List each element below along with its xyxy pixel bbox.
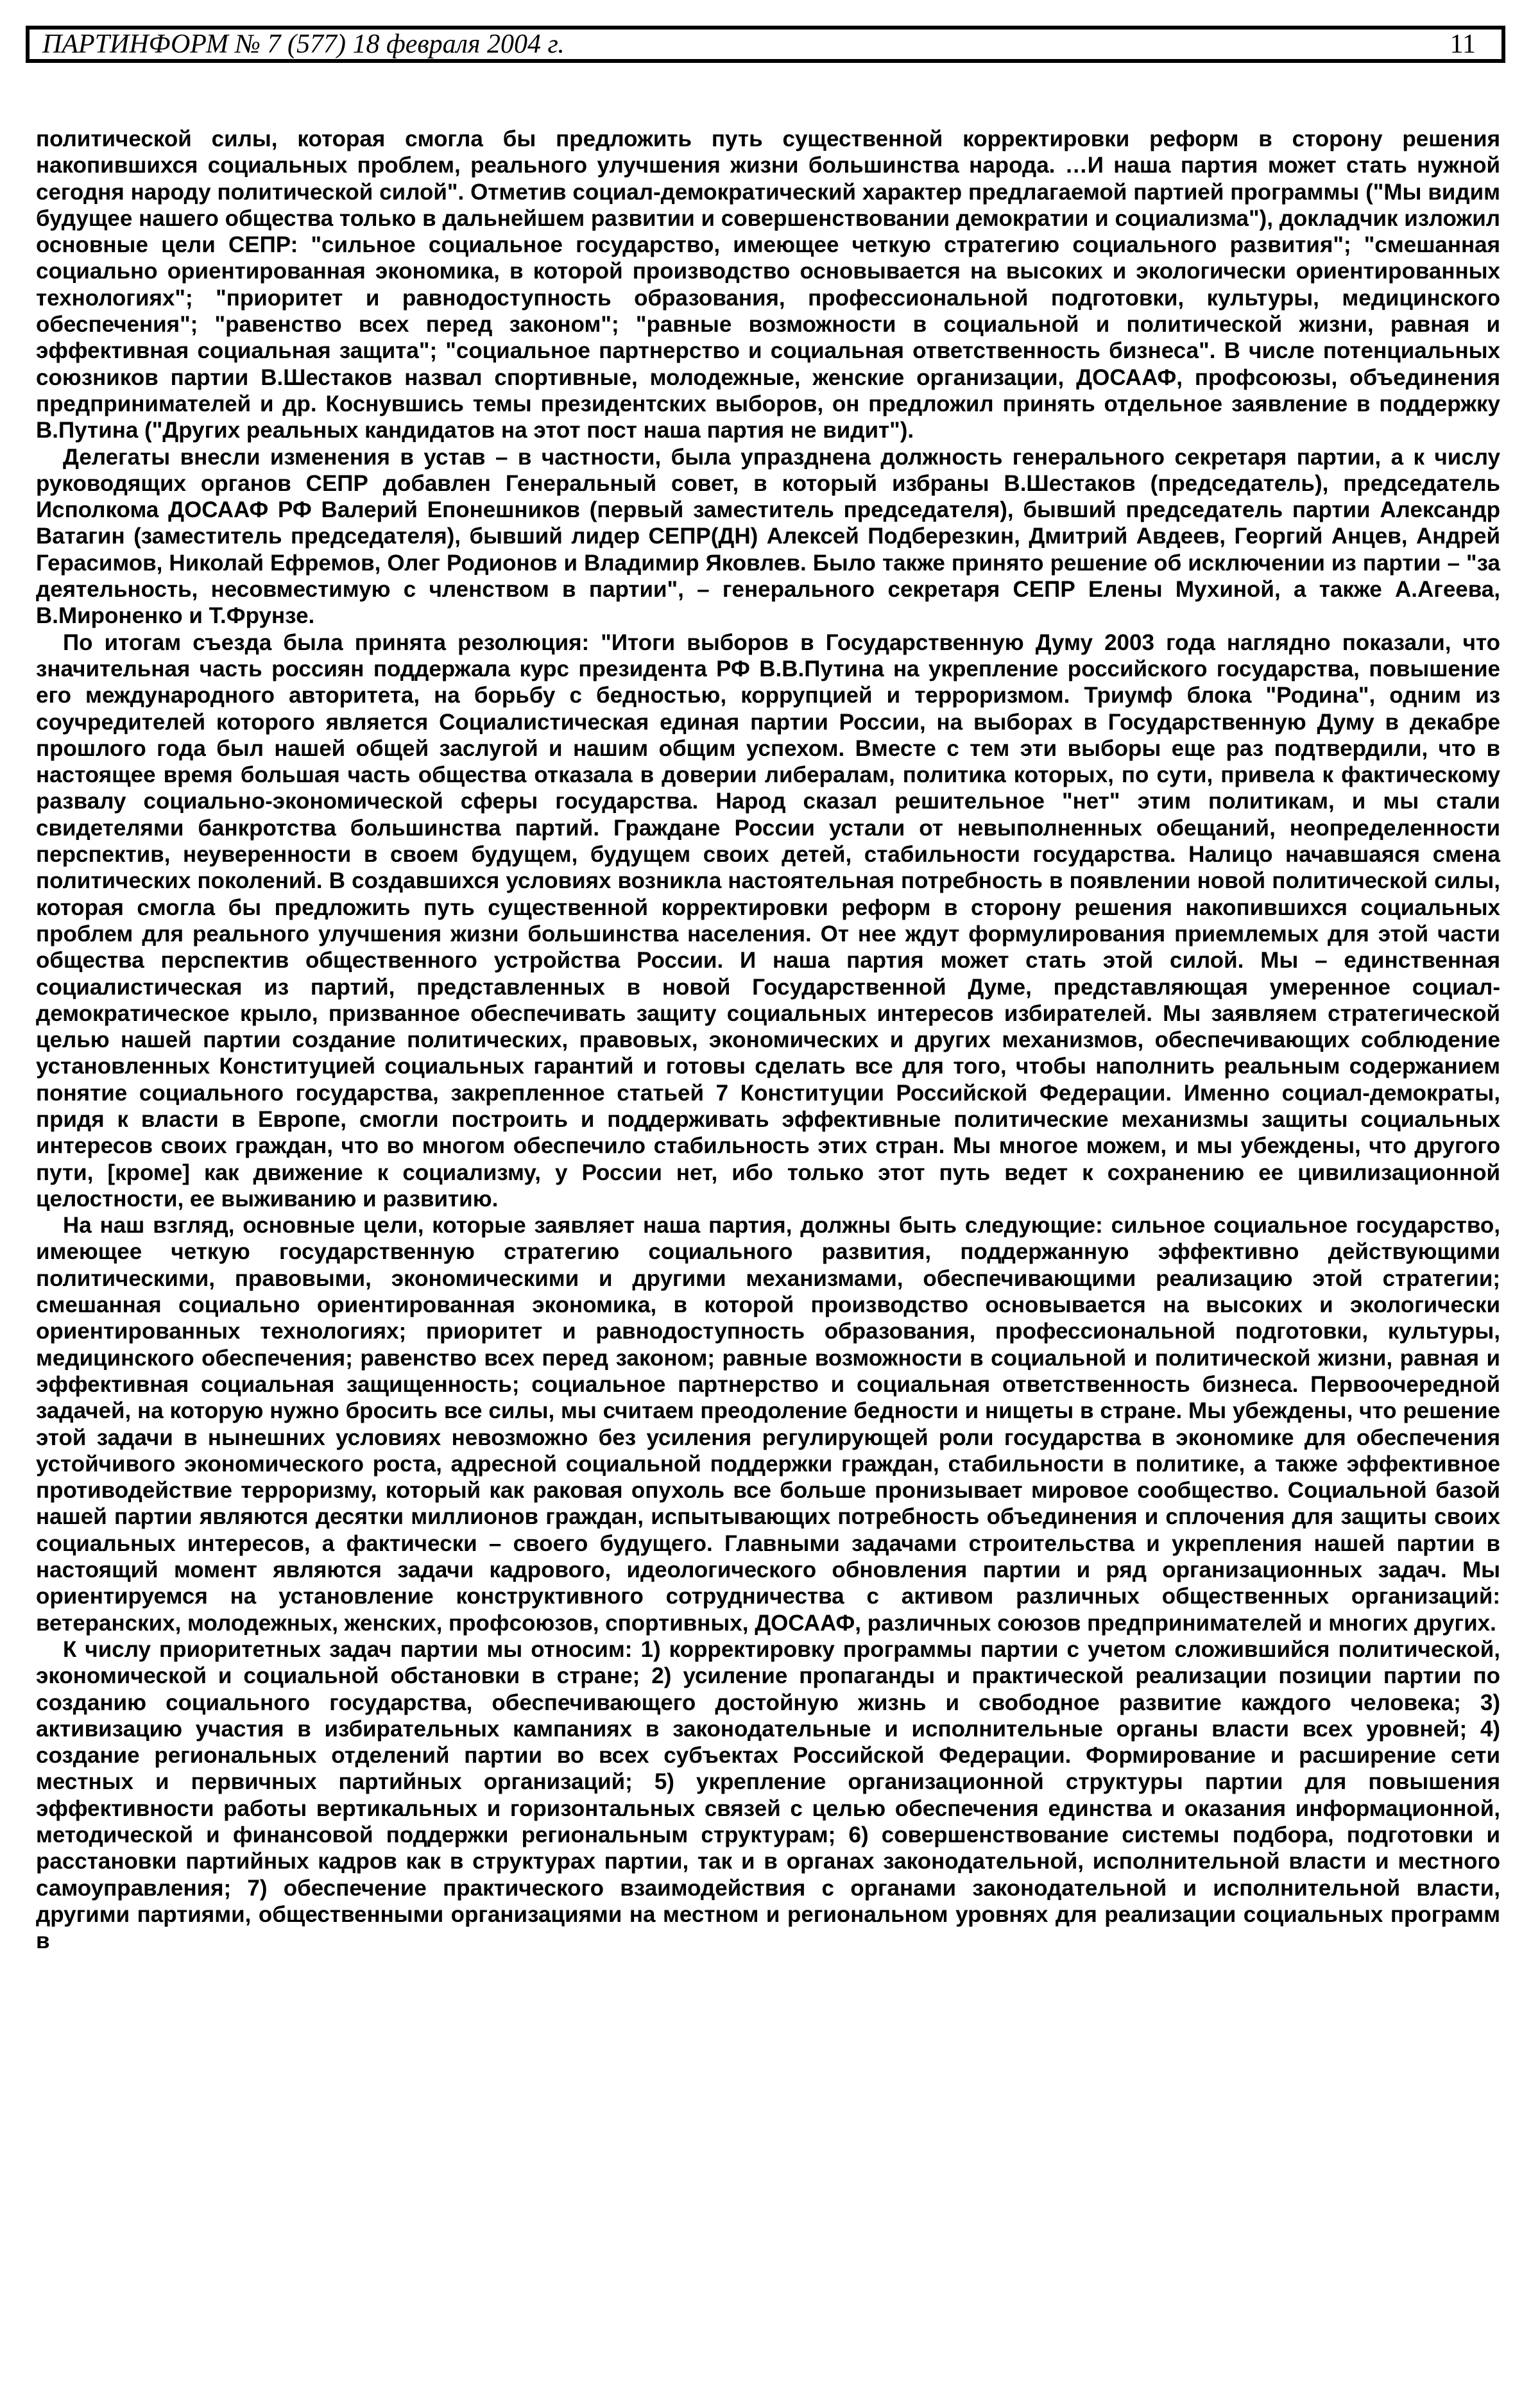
page-number: 11: [1450, 30, 1476, 59]
paragraph: По итогам съезда была принята резолюция: "Итоги выборов в Государственную Думу 2003 года наглядно показали, что значительная часть россиян поддержала курс президента РФ В.В.Путина на укрепление российского государства, повышение его международного авторитета, на борьбу с бедностью, коррупцией и терроризмом. Триумф блока "Родина", одним из соучредителей которого является Социалистическая единая партии России, на выборах в Государственную Думу в декабре прошлого года был нашей общей заслугой и нашим общим успехом. Вместе с тем эти выборы еще раз подтвердили, что в настоящее время большая часть общества отказала в доверии либералам, политика которых, по сути, привела к фактическому развалу социально-экономической сферы государства. Народ сказал решительное "нет" этим политикам, и мы стали свидетелями банкротства большинства партий. Граждане России устали от невыполненных обещаний, неопределенности перспектив, неуверенности в своем будущем, будущем своих детей, стабильности государства. Налицо начавшаяся смена политических поколений. В создавшихся условиях возникла настоятельная потребность в появлении новой политической силы, которая смогла бы предложить путь существенной корректировки реформ в сторону решения накопившихся социальных проблем для реального улучшения жизни большинства населения. От нее ждут формулирования приемлемых для этой части общества перспектив общественного устройства России. И наша партия может стать этой силой. Мы – единственная социалистическая из партий, представленных в новой Государственной Думе, представляющая умеренное социал-демократическое крыло, призванное обеспечивать защиту социальных интересов избирателей. Мы заявляем стратегической целью нашей партии создание политических, правовых, экономических и других механизмов, обеспечивающих соблюдение установленных Конституцией социальных гарантий и готовы сделать все для того, чтобы наполнить реальным содержанием понятие социального государства, закрепленное статьей 7 Конституции Российской Федерации. Именно социал-демократы, придя к власти в Европе, смогли построить и поддерживать эффективные политические механизмы защиты социальных интересов своих граждан, что во многом обеспечило стабильность этих стран. Мы многое можем, и мы убеждены, что другого пути, [кроме] как движение к социализму, у России нет, ибо только этот путь ведет к сохранению ее цивилизационной целостности, ее выживанию и развитию.: [36, 630, 1500, 1212]
paragraph-continued: политической силы, которая смогла бы предложить путь существенной корректировки реформ в сторону решения накопившихся социальных проблем, реального улучшения жизни большинства народа. …И наша партия может стать нужной сегодня народу политической силой". Отметив социал-демократический характер предлагаемой партией программы ("Мы видим будущее нашего общества только в дальнейшем развитии и совершенствовании демократии и социализма"), докладчик изложил основные цели СЕПР: "сильное социальное государство, имеющее четкую стратегию социального развития"; "смешанная социально ориентированная экономика, в которой производство основывается на высоких и экологически ориентированных технологиях"; "приоритет и равнодоступность образования, профессиональной подготовки, культуры, медицинского обеспечения"; "равенство всех перед законом"; "равные возможности в социальной и политической жизни, равная и эффективная социальная защита"; "социальное партнерство и социальная ответственность бизнеса". В числе потенциальных союзников партии В.Шестаков назвал спортивные, молодежные, женские организации, ДОСААФ, профсоюзы, объединения предпринимателей и др. Коснувшись темы президентских выборов, он предложил принять отдельное заявление в поддержку В.Путина ("Других реальных кандидатов на этот пост наша партия не видит").: [36, 126, 1500, 443]
publication-title: ПАРТИНФОРМ № 7 (577) 18 февраля 2004 г.: [42, 30, 565, 59]
paragraph: Делегаты внесли изменения в устав – в частности, была упразднена должность генерального секретаря партии, а к числу руководящих органов СЕПР добавлен Генеральный совет, в который избраны В.Шестаков (председатель), председатель Исполкома ДОСААФ РФ Валерий Епонешников (первый заместитель председателя), бывший председатель партии Александр Ватагин (заместитель председателя), бывший лидер СЕПР(ДН) Алексей Подберезкин, Дмитрий Авдеев, Георгий Анцев, Андрей Герасимов, Николай Ефремов, Олег Родионов и Владимир Яковлев. Было также принято решение об исключении из партии – "за деятельность, несовместимую с членством в партии", – генерального секретаря СЕПР Елены Мухиной, а также А.Агеева, В.Мироненко и Т.Фрунзе.: [36, 444, 1500, 629]
paragraph: К числу приоритетных задач партии мы относим: 1) корректировку программы партии с учетом сложившийся политической, экономической и социальной обстановки в стране; 2) усиление пропаганды и практической реализации позиции партии по созданию социального государства, обеспечивающего достойную жизнь и свободное развитие каждого человека; 3) активизацию участия в избирательных кампаниях в законодательные и исполнительные органы власти всех уровней; 4) создание региональных отделений партии во всех субъектах Российской Федерации. Формирование и расширение сети местных и первичных партийных организаций; 5) укрепление организационной структуры партии для повышения эффективности работы вертикальных и горизонтальных связей с целью обеспечения единства и оказания информационной, методической и финансовой поддержки региональным структурам; 6) совершенствование системы подбора, подготовки и расстановки партийных кадров как в структурах партии, так и в органах законодательной, исполнительной власти и местного самоуправления; 7) обеспечение практического взаимодействия с органами законодательной и исполнительной власти, другими партиями, общественными организациями на местном и региональном уровнях для реализации социальных программ в: [36, 1636, 1500, 1954]
paragraph: На наш взгляд, основные цели, которые заявляет наша партия, должны быть следующие: сильное социальное государство, имеющее четкую государственную стратегию социального развития, поддержанную эффективно действующими политическими, правовыми, экономическими и другими механизмами, обеспечивающими реализацию этой стратегии; смешанная социально ориентированная экономика, в которой производство основывается на высоких и экологически ориентированных технологиях; приоритет и равнодоступность образования, профессиональной подготовки, культуры, медицинского обеспечения; равенство всех перед законом; равные возможности в социальной и политической жизни, равная и эффективная социальная защищенность; социальное партнерство и социальная ответственность бизнеса. Первоочередной задачей, на которую нужно бросить все силы, мы считаем преодоление бедности и нищеты в стране. Мы убеждены, что решение этой задачи в нынешних условиях невозможно без усиления регулирующей роли государства в экономике для обеспечения устойчивого экономического роста, адресной социальной поддержки граждан, стабильности в политике, а также эффективное противодействие терроризму, который как раковая опухоль все больше пронизывает мировое сообщество. Социальной базой нашей партии являются десятки миллионов граждан, испытывающих потребность объединения и сплочения для защиты своих социальных интересов, а фактически – своего будущего. Главными задачами строительства и укрепления нашей партии в настоящий момент являются задачи кадрового, идеологического обновления партии и ряд организационных задач. Мы ориентируемся на установление конструктивного сотрудничества с активом различных общественных организаций: ветеранских, молодежных, женских, профсоюзов, спортивных, ДОСААФ, различных союзов предпринимателей и многих других.: [36, 1213, 1500, 1636]
page-header: [26, 26, 1505, 63]
article-body: [36, 126, 1500, 1954]
